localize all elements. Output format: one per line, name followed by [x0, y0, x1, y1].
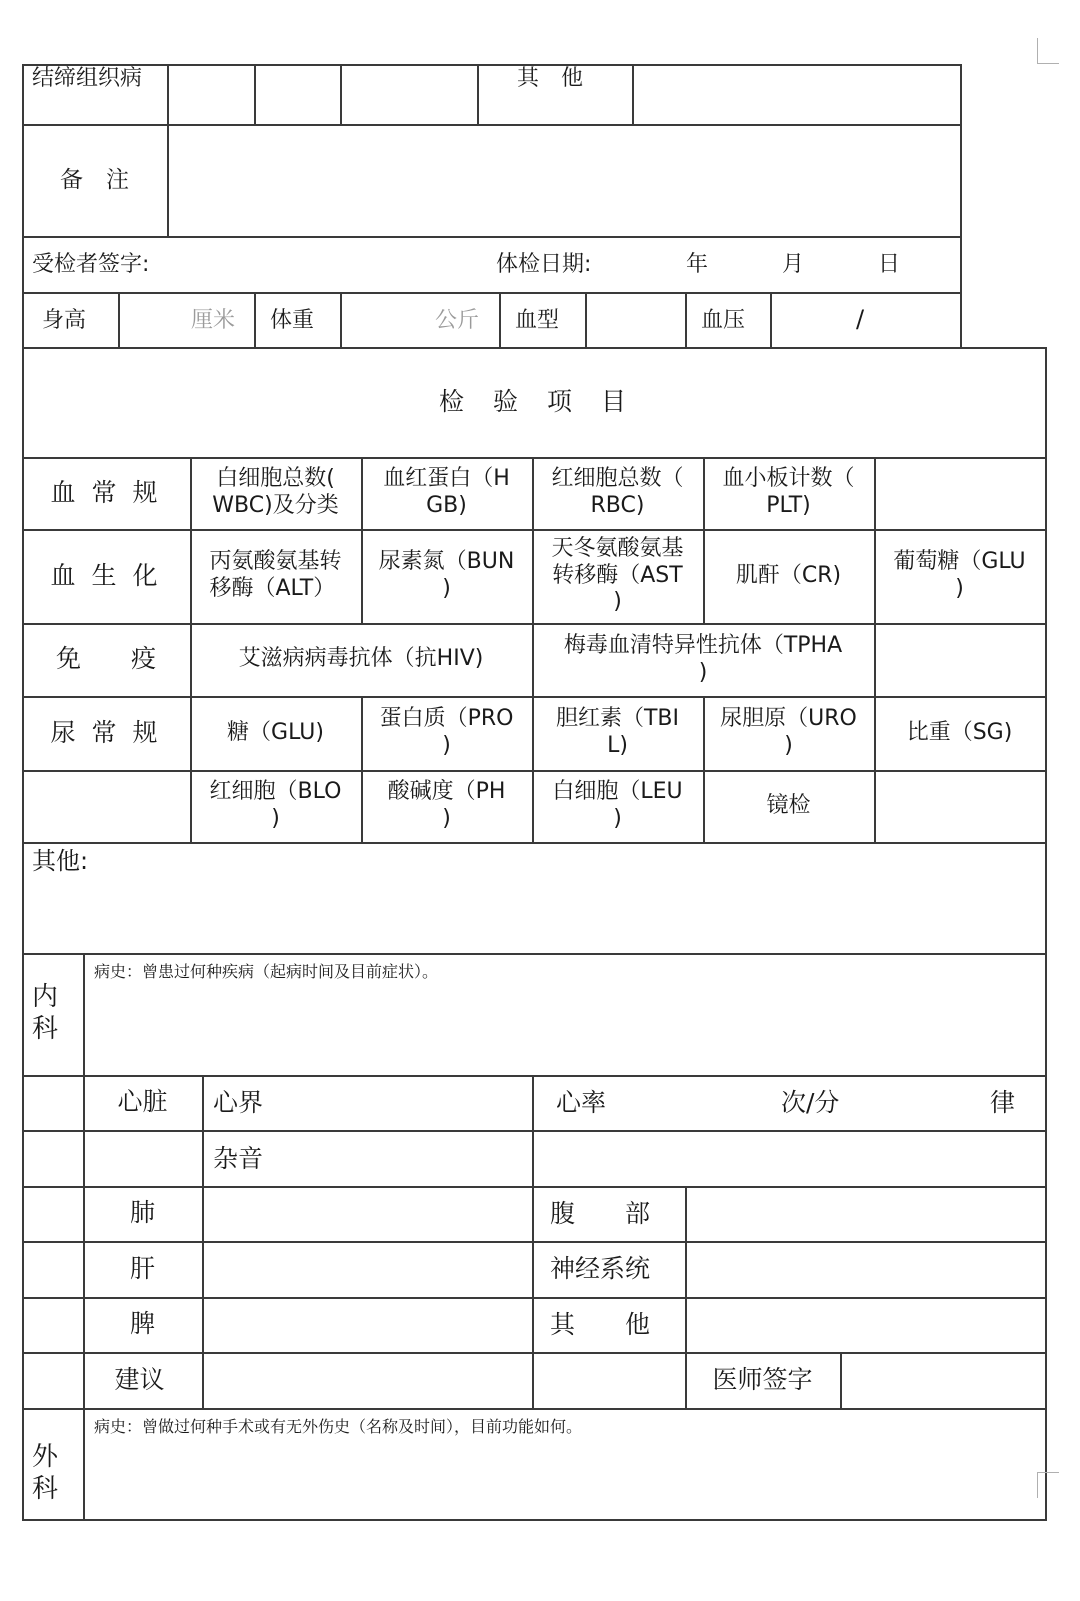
- height-label: 身高: [42, 308, 87, 333]
- spleen-label: 脾: [129, 1309, 155, 1339]
- glu-cell: 葡萄糖（GLU ): [893, 549, 1026, 601]
- urine-routine-label: 尿 常 规: [50, 717, 162, 747]
- surgery-history-prompt: 病史：曾做过何种手术或有无外伤史（名称及时间），目前功能如何。: [94, 1417, 583, 1436]
- plt-cell: 血小板计数（ PLT): [722, 466, 855, 518]
- surgery-label: 外 科: [31, 1441, 58, 1504]
- lab-items-title: 检 验 项 目: [438, 386, 628, 416]
- blood-biochem-label: 血 生 化: [50, 560, 162, 590]
- heart-border-label: 心界: [213, 1088, 264, 1117]
- advice-label: 建议: [114, 1364, 165, 1394]
- wbc-cell: 白细胞总数( WBC)及分类: [212, 466, 339, 518]
- blood-pressure-slash: /: [856, 305, 865, 333]
- remarks-label: 备 注: [60, 166, 129, 193]
- month-label: 月: [782, 252, 805, 277]
- doctor-signature-label: 医师签字: [712, 1364, 813, 1394]
- ph-cell: 酸碱度（PH ): [387, 779, 506, 831]
- per-minute-unit: 次/分: [781, 1088, 840, 1117]
- cr-cell: 肌酐（CR): [735, 562, 842, 588]
- blo-cell: 红细胞（BLO ): [209, 779, 342, 831]
- ast-cell: 天冬氨酸氨基 转移酶（AST ): [551, 535, 684, 615]
- blood-routine-label: 血 常 规: [50, 477, 162, 507]
- uro-cell: 尿胆原（URO ): [720, 706, 857, 758]
- rbc-cell: 红细胞总数（ RBC): [551, 466, 684, 518]
- hiv-cell: 艾滋病病毒抗体（抗HIV): [238, 646, 484, 672]
- signee-label: 受检者签字:: [32, 252, 150, 277]
- rhythm-label: 律: [990, 1088, 1016, 1117]
- year-label: 年: [686, 252, 709, 277]
- other-label: 其 他: [517, 66, 584, 91]
- internal-medicine-label: 内 科: [31, 982, 58, 1044]
- pro-cell: 蛋白质（PRO ): [379, 706, 514, 758]
- internal-other-label: 其 他: [550, 1310, 651, 1339]
- abdomen-label: 腹 部: [550, 1199, 651, 1228]
- immunology-label: 免 疫: [55, 644, 156, 674]
- cm-unit: 厘米: [191, 308, 236, 333]
- murmur-label: 杂音: [213, 1144, 264, 1173]
- liver-label: 肝: [129, 1253, 155, 1283]
- leu-cell: 白细胞（LEU ): [552, 779, 683, 831]
- hgb-cell: 血红蛋白（H GB): [383, 466, 510, 518]
- connective-tissue-label: 结缔组织病: [32, 66, 143, 91]
- blood-pressure-label: 血压: [701, 308, 746, 333]
- kg-unit: 公斤: [435, 308, 480, 333]
- weight-label: 体重: [270, 308, 315, 333]
- heart-label: 心脏: [117, 1087, 168, 1117]
- exam-date-label: 体检日期:: [496, 252, 592, 277]
- internal-history-prompt: 病史：曾患过何种疾病（起病时间及目前症状）。: [94, 962, 439, 981]
- blood-type-label: 血型: [515, 308, 560, 333]
- lab-other-label: 其他:: [32, 847, 89, 875]
- nervous-system-label: 神经系统: [550, 1254, 651, 1283]
- sg-cell: 比重（SG): [906, 719, 1013, 745]
- lung-label: 肺: [129, 1198, 155, 1228]
- microscopy-cell: 镜检: [766, 792, 811, 818]
- urine-glu-cell: 糖（GLU): [227, 719, 324, 745]
- tbil-cell: 胆红素（TBI L): [555, 706, 680, 758]
- bun-cell: 尿素氮（BUN ): [378, 549, 515, 601]
- alt-cell: 丙氨酸氨基转 移酶（ALT）: [209, 549, 342, 601]
- heart-rate-label: 心率: [556, 1088, 607, 1117]
- day-label: 日: [878, 252, 901, 277]
- tpha-cell: 梅毒血清特异性抗体（TPHA ): [563, 632, 843, 685]
